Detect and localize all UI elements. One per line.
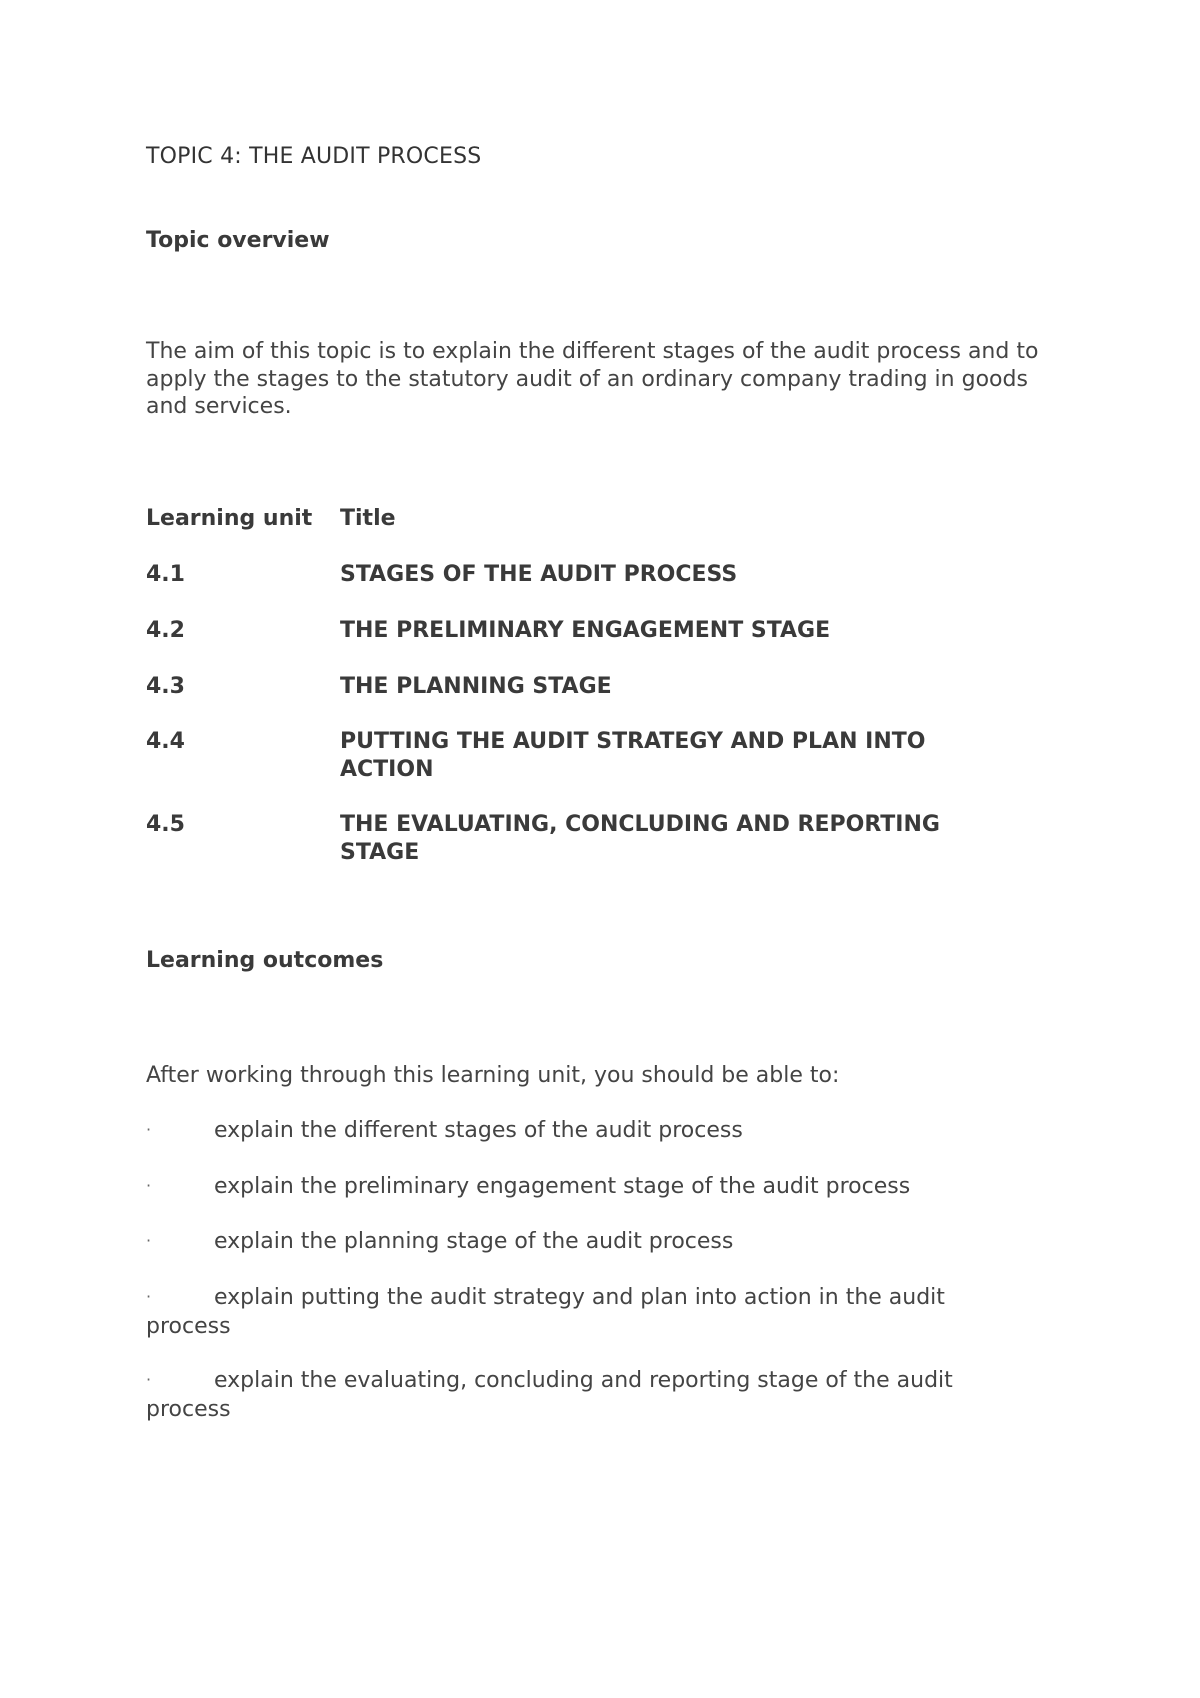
- list-item-text: explain the preliminary engagement stage of the audit process: [214, 1174, 911, 1199]
- unit-title: THE PLANNING STAGE: [340, 674, 612, 699]
- bullet-icon: ·: [146, 1176, 152, 1195]
- unit-number: 4.5: [146, 812, 185, 837]
- unit-title: THE PRELIMINARY ENGAGEMENT STAGE: [340, 618, 831, 643]
- unit-number: 4.1: [146, 562, 185, 587]
- column-header-learning-unit: Learning unit: [146, 506, 313, 531]
- list-item: [146, 1228, 1026, 1257]
- page-title: TOPIC 4: THE AUDIT PROCESS: [146, 144, 482, 169]
- unit-title: PUTTING THE AUDIT STRATEGY AND PLAN INTO ACTION: [340, 729, 926, 782]
- bullet-icon: ·: [146, 1120, 152, 1139]
- unit-title: THE EVALUATING, CONCLUDING AND REPORTING STAGE: [340, 812, 940, 865]
- list-item: [146, 1117, 1026, 1146]
- bullet-icon: ·: [146, 1287, 152, 1306]
- list-item: [146, 1284, 1026, 1340]
- unit-number: 4.2: [146, 618, 185, 643]
- list-item-text: explain the different stages of the audit process: [214, 1118, 743, 1143]
- outcomes-heading: Learning outcomes: [146, 948, 384, 973]
- unit-title: STAGES OF THE AUDIT PROCESS: [340, 562, 738, 587]
- bullet-icon: ·: [146, 1231, 152, 1250]
- unit-number: 4.3: [146, 674, 185, 699]
- column-header-title: Title: [340, 506, 396, 531]
- list-item: [146, 1367, 1026, 1423]
- list-item-text: explain putting the audit strategy and plan into action in the audit process: [146, 1285, 945, 1339]
- overview-heading: Topic overview: [146, 228, 330, 253]
- list-item: [146, 1173, 1026, 1202]
- list-item-text: explain the evaluating, concluding and reporting stage of the audit process: [146, 1368, 953, 1422]
- unit-number: 4.4: [146, 729, 185, 754]
- bullet-icon: ·: [146, 1370, 152, 1389]
- outcomes-intro: After working through this learning unit, you should be able to:: [146, 1063, 840, 1088]
- overview-paragraph: The aim of this topic is to explain the different stages of the audit process and to apply the stages to the statutory audit of an ordinary company trading in goods and services.: [146, 339, 1039, 419]
- list-item-text: explain the planning stage of the audit process: [214, 1229, 734, 1254]
